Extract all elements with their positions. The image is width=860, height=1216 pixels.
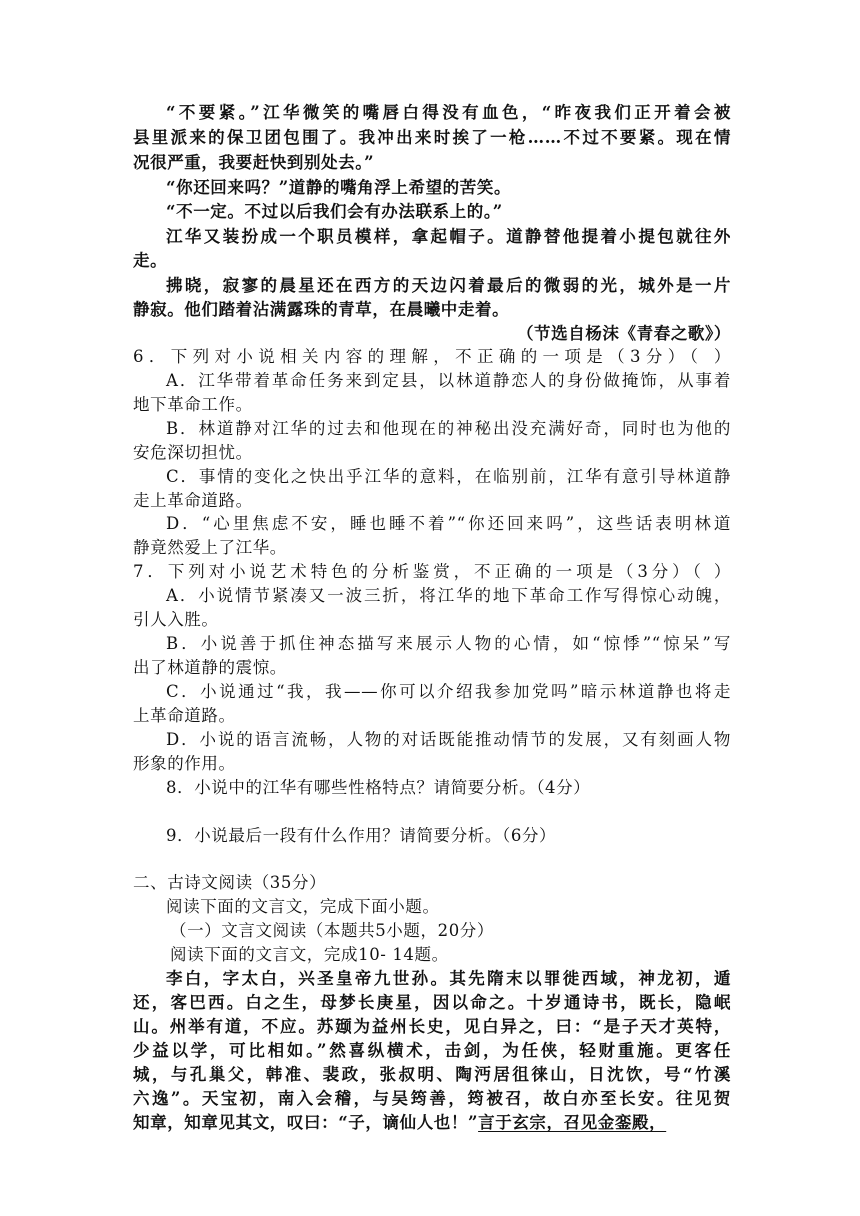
classical-passage-line-7 — [133, 1111, 731, 1135]
question-6-option-a-line-2: 地下革命工作。 — [133, 395, 253, 414]
classical-passage-line-3: 山。州举有道，不应。苏颋为益州长史，见白异之，曰：“是子天才英特， — [133, 1017, 731, 1036]
question-6-option-c-line-2: 走上革命道路。 — [133, 491, 253, 510]
classical-passage-line-5: 城，与孔巢父，韩准、裴政，张叔明、陶沔居徂徕山，日沈饮，号“竹溪 — [133, 1065, 731, 1084]
question-7-option-d-line-1: D．小说的语言流畅，人物的对话既能推动情节的发展，又有刻画人物 — [166, 730, 731, 749]
classical-passage-line-2: 还，客巴西。白之生，母梦长庚星，因以命之。十岁通诗书，既长，隐岷 — [133, 993, 731, 1012]
story-paragraph-4-line-2: 走。 — [133, 251, 168, 270]
question-8: 8．小说中的江华有哪些性格特点？请简要分析。（4分） — [166, 778, 591, 797]
section-2-heading: 二、古诗文阅读（35分） — [133, 873, 327, 892]
question-6-option-a-line-1: A．江华带着革命任务来到定县，以林道静恋人的身份做掩饰，从事着 — [166, 371, 731, 390]
story-paragraph-4-line-1: 江华又装扮成一个职员模样，拿起帽子。道静替他提着小提包就往外 — [166, 227, 731, 246]
story-source: （节选自杨沫《青春之歌》） — [516, 324, 731, 343]
classical-passage-line-7-text: 知章，知章见其文，叹曰：“子，谪仙人也！” — [133, 1113, 479, 1132]
story-paragraph-1-line-2: 县里派来的保卫团包围了。我冲出来时挨了一枪……不过不要紧。现在情 — [133, 128, 731, 147]
question-6-option-c-line-1: C．事情的变化之快出乎江华的意料，在临别前，江华有意引导林道静 — [166, 467, 731, 486]
story-paragraph-5-line-2: 静寂。他们踏着沾满露珠的青草，在晨曦中走着。 — [133, 300, 510, 319]
question-7-option-b-line-2: 出了林道静的震惊。 — [133, 658, 287, 677]
story-paragraph-1-line-1: “不要紧。”江华微笑的嘴唇白得没有血色，“昨夜我们正开着会被 — [166, 103, 731, 122]
section-2-sub-heading: （一）文言文阅读（本题共5小题，20分） — [170, 921, 494, 940]
section-2-sub-instruction: 阅读下面的文言文，完成10- 14题。 — [170, 945, 449, 964]
classical-passage-line-1: 李白，字太白，兴圣皇帝九世孙。其先隋末以罪徙西域，神龙初，遁 — [166, 969, 731, 988]
story-paragraph-2: “你还回来吗？”道静的嘴角浮上希望的苦笑。 — [166, 178, 512, 197]
question-7-option-b-line-1: B．小说善于抓住神态描写来展示人物的心情，如“惊悸”“惊呆”写 — [166, 634, 731, 653]
question-7-option-a-line-2: 引人入胜。 — [133, 610, 219, 629]
story-paragraph-1-line-3: 况很严重，我要赶快到别处去。” — [133, 153, 375, 172]
question-7-option-d-line-2: 形象的作用。 — [133, 754, 236, 773]
section-2-instruction: 阅读下面的文言文，完成下面小题。 — [166, 897, 440, 916]
question-6-option-d-line-1: D．“心里焦虑不安，睡也睡不着”“你还回来吗”，这些话表明林道 — [166, 514, 731, 533]
question-7-option-c-line-1: C．小说通过“我，我——你可以介绍我参加党吗”暗示林道静也将走 — [166, 682, 731, 701]
question-7-stem: 7．下列对小说艺术特色的分析鉴赏，不正确的一项是（3分）（ ） — [133, 562, 731, 581]
question-7-option-a-line-1: A．小说情节紧凑又一波三折，将江华的地下革命工作写得惊心动魄， — [166, 586, 731, 605]
classical-passage-underlined-sentence: 言于玄宗，召见金銮殿， — [478, 1113, 667, 1132]
story-paragraph-5-line-1: 拂晓，寂寥的晨星还在西方的天边闪着最后的微弱的光，城外是一片 — [166, 276, 731, 295]
question-6-option-d-line-2: 静竟然爱上了江华。 — [133, 538, 287, 557]
question-6-option-b-line-1: B．林道静对江华的过去和他现在的神秘出没充满好奇，同时也为他的 — [166, 419, 731, 438]
question-6-stem: 6．下列对小说相关内容的理解，不正确的一项是（3分）（ ） — [133, 347, 731, 366]
story-paragraph-3: “不一定。不过以后我们会有办法联系上的。” — [166, 202, 503, 221]
classical-passage-line-6: 六逸”。天宝初，南入会稽，与吴筠善，筠被召，故白亦至长安。往见贺 — [133, 1089, 731, 1108]
question-9: 9．小说最后一段有什么作用？请简要分析。（6分） — [166, 826, 557, 845]
classical-passage-line-4: 少益以学，可比相如。”然喜纵横术，击剑，为任侠，轻财重施。更客任 — [133, 1041, 731, 1060]
question-6-option-b-line-2: 安危深切担忧。 — [133, 443, 253, 462]
question-7-option-c-line-2: 上革命道路。 — [133, 706, 236, 725]
